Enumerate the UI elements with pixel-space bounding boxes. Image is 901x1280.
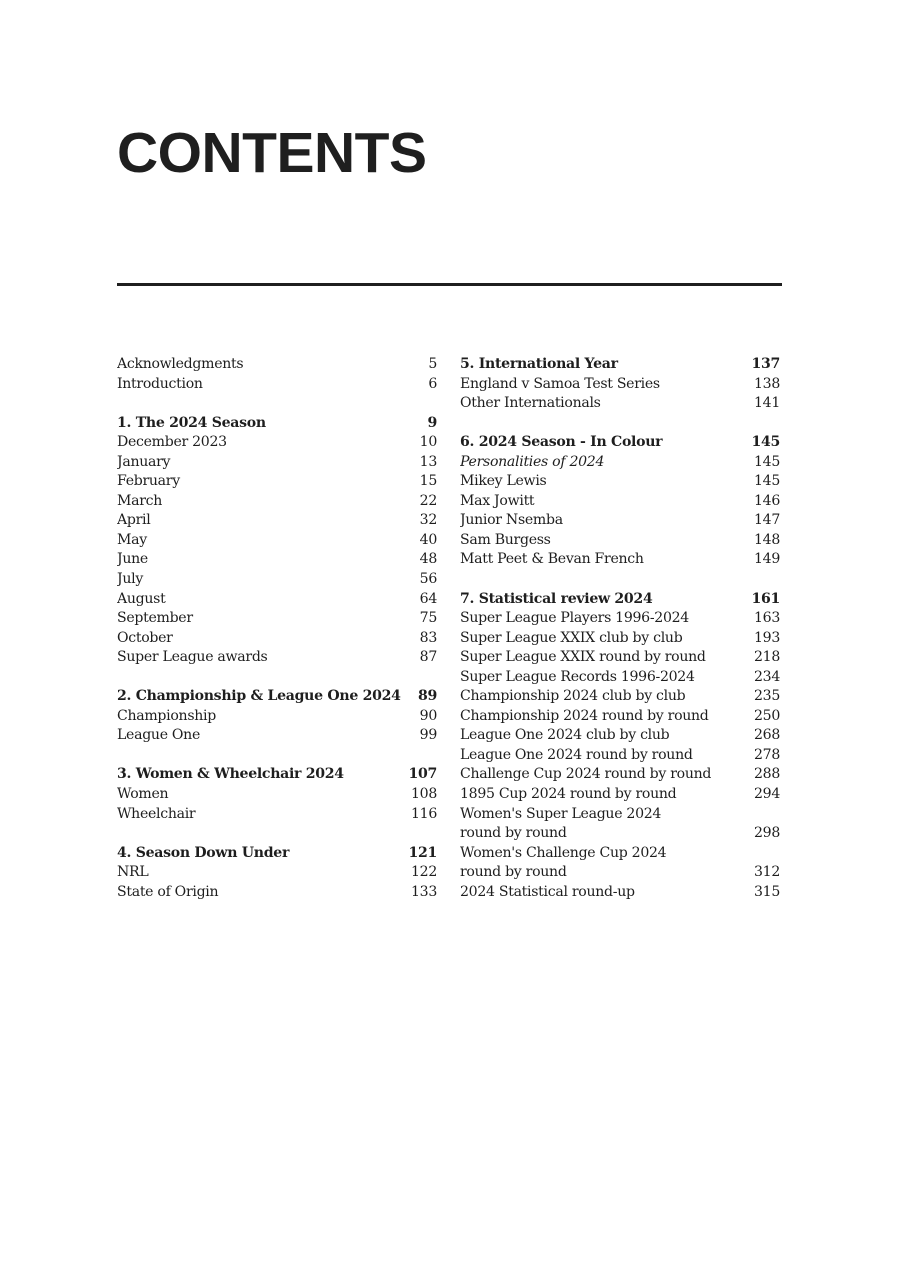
toc-entry-title: Super League Players 1996-2024 [460,610,689,627]
toc-page-number: 9 [427,414,437,431]
toc-entry-super-league-players-1996-2024 [460,609,780,629]
toc-page-number: 22 [419,492,437,509]
toc-entry-personalities-of-2024 [460,453,780,473]
section-spacer [117,824,437,844]
toc-page-number: 56 [419,571,437,588]
toc-entry-september [117,609,437,629]
toc-entry-title: 1. The 2024 Season [117,414,266,431]
toc-page-number: 64 [419,590,437,607]
toc-entry-title: 7. Statistical review 2024 [460,590,653,607]
toc-page-number: 89 [417,688,437,705]
toc-entry-title: Super League XXIX club by club [460,629,683,646]
toc-page-number: 278 [753,746,780,763]
toc-entry-women [117,785,437,805]
section-spacer [117,394,437,414]
toc-entry-women-s-super-league-2024 [460,805,780,825]
toc-entry-june [117,550,437,570]
toc-entry-other-internationals [460,394,780,414]
toc-entry-max-jowitt [460,492,780,512]
toc-page-number: 193 [753,629,780,646]
toc-entry-title: Championship 2024 round by round [460,707,709,724]
toc-page-number: 147 [753,512,780,529]
toc-page-number: 137 [751,356,780,372]
toc-entry-title: Championship [117,707,216,724]
toc-entry-title: Wheelchair [117,805,196,822]
toc-entry-february [117,472,437,492]
toc-entry-title: July [117,571,143,588]
toc-entry-challenge-cup-2024-round-by-round [460,765,780,785]
toc-page-number: 15 [419,473,437,490]
toc-entry-junior-nsemba [460,511,780,531]
toc-page-number: 141 [753,395,780,412]
toc-section-heading-4-season-down-under [117,844,437,864]
toc-entry-title: 4. Season Down Under [117,844,290,861]
toc-page-number: 268 [753,727,780,744]
toc-page-number: 250 [753,707,780,724]
toc-page-number: 90 [419,707,437,724]
toc-entry-league-one-2024-round-by-round [460,746,780,766]
toc-entry-title: 1895 Cup 2024 round by round [460,786,677,803]
toc-section-heading-6-2024-season-in-colour [460,433,780,453]
toc-page-number: 148 [753,531,780,548]
toc-entry-july [117,570,437,590]
toc-entry-october [117,629,437,649]
toc-page-number: 116 [410,805,437,822]
toc-entry-title: State of Origin [117,883,219,900]
toc-page-number: 40 [419,531,437,548]
toc-entry-2024-statistical-round-up [460,883,780,903]
toc-page-number: 149 [753,551,780,568]
toc-page-number: 99 [419,727,437,744]
toc-page-number: 121 [408,844,437,861]
section-spacer [117,668,437,688]
toc-entry-championship [117,707,437,727]
toc-entry-august [117,590,437,610]
toc-entry-may [117,531,437,551]
toc-entry-title: 6. 2024 Season - In Colour [460,434,663,451]
toc-entry-title: Super League XXIX round by round [460,649,706,666]
toc-entry-december-2023 [117,433,437,453]
toc-entry-title: Matt Peet & Bevan French [460,551,644,568]
toc-entry-super-league-awards [117,648,437,668]
toc-entry-title: Junior Nsemba [460,512,563,529]
toc-entry-march [117,492,437,512]
toc-section-heading-7-statistical-review-2024 [460,590,780,610]
toc-section-heading-2-championship-and-league-one-2024 [117,687,437,707]
toc-entry-round-by-round [460,824,780,844]
toc-entry-title: December 2023 [117,434,227,451]
toc-entry-sam-burgess [460,531,780,551]
toc-section-heading-1-the-2024-season [117,414,437,434]
toc-entry-round-by-round [460,863,780,883]
toc-entry-title: Championship 2024 club by club [460,688,686,705]
toc-section-heading-3-women-and-wheelchair-2024 [117,765,437,785]
toc-entry-super-league-xxix-club-by-club [460,629,780,649]
toc-entry-title: 3. Women & Wheelchair 2024 [117,766,344,783]
toc-entry-super-league-xxix-round-by-round [460,648,780,668]
toc-entry-championship-2024-round-by-round [460,707,780,727]
toc-page-number: 6 [428,375,437,392]
toc-entry-acknowledgments [117,355,437,375]
toc-entry-title: August [117,590,166,607]
toc-page-number: 122 [410,864,437,881]
toc-entry-title: Challenge Cup 2024 round by round [460,766,712,783]
toc-page-number: 133 [410,883,437,900]
toc-page-number: 315 [753,883,780,900]
toc-entry-title: 2. Championship & League One 2024 [117,688,401,705]
toc-page-number: 163 [753,610,780,627]
contents-left-column [117,355,437,902]
toc-entry-mikey-lewis [460,472,780,492]
toc-entry-title: Mikey Lewis [460,473,547,490]
page-title: CONTENTS [117,121,427,185]
toc-entry-title: Women's Challenge Cup 2024 [460,844,667,861]
toc-page-number: 138 [753,375,780,392]
toc-page-number: 235 [753,688,780,705]
toc-entry-title: October [117,629,173,646]
toc-page-number: 145 [753,453,780,470]
toc-entry-women-s-challenge-cup-2024 [460,844,780,864]
toc-entry-england-v-samoa-test-series [460,375,780,395]
toc-entry-nrl [117,863,437,883]
toc-page-number: 10 [419,434,437,451]
toc-entry-title: Personalities of 2024 [460,453,605,470]
toc-entry-title: Sam Burgess [460,531,551,548]
toc-entry-title: League One 2024 round by round [460,746,693,763]
toc-entry-1895-cup-2024-round-by-round [460,785,780,805]
toc-entry-wheelchair [117,805,437,825]
toc-entry-title: Super League Records 1996-2024 [460,668,695,685]
toc-page-number: 107 [408,766,437,783]
toc-page-number: 218 [753,649,780,666]
toc-entry-april [117,511,437,531]
toc-page-number: 145 [751,434,780,451]
toc-entry-title: round by round [460,864,567,881]
toc-entry-title: March [117,492,163,509]
toc-entry-title: April [117,512,151,529]
contents-right-column [460,355,780,902]
toc-page-number: 234 [753,668,780,685]
toc-page-number: 75 [419,610,437,627]
toc-page-number: 87 [419,649,437,666]
toc-entry-title: Women's Super League 2024 [460,805,662,822]
toc-entry-title: NRL [117,864,149,881]
toc-section-heading-5-international-year [460,355,780,375]
title-divider [117,283,782,286]
toc-entry-title: Acknowledgments [117,356,244,372]
toc-page-number: 83 [419,629,437,646]
toc-entry-title: League One [117,727,200,744]
toc-entry-championship-2024-club-by-club [460,687,780,707]
toc-page-number: 48 [419,551,437,568]
toc-entry-title: 5. International Year [460,356,618,372]
toc-page-number: 312 [753,864,780,881]
toc-entry-title: January [117,453,171,470]
toc-entry-title: Women [117,786,169,803]
section-spacer [117,746,437,766]
toc-page-number: 145 [753,473,780,490]
section-spacer [460,414,780,434]
toc-entry-title: Max Jowitt [460,492,535,509]
toc-entry-title: England v Samoa Test Series [460,375,660,392]
section-spacer [460,570,780,590]
toc-entry-title: May [117,531,147,548]
toc-entry-title: 2024 Statistical round-up [460,883,635,900]
toc-page-number: 13 [419,453,437,470]
toc-entry-title: League One 2024 club by club [460,727,670,744]
toc-entry-league-one-2024-club-by-club [460,726,780,746]
toc-entry-state-of-origin [117,883,437,903]
toc-page-number: 5 [428,356,437,372]
toc-page-number: 146 [753,492,780,509]
toc-page-number: 108 [410,786,437,803]
toc-entry-title: September [117,610,193,627]
toc-page-number: 161 [751,590,780,607]
toc-entry-super-league-records-1996-2024 [460,668,780,688]
toc-entry-title: June [117,551,148,568]
toc-page-number: 298 [753,825,780,842]
toc-entry-introduction [117,375,437,395]
toc-entry-league-one [117,726,437,746]
toc-page-number: 288 [753,766,780,783]
toc-entry-title: Super League awards [117,649,268,666]
toc-page-number: 294 [753,786,780,803]
toc-entry-title: round by round [460,825,567,842]
toc-page-number: 32 [419,512,437,529]
toc-entry-matt-peet-and-bevan-french [460,550,780,570]
toc-entry-title: February [117,473,180,490]
toc-entry-title: Introduction [117,375,203,392]
toc-entry-title: Other Internationals [460,395,601,412]
toc-entry-january [117,453,437,473]
